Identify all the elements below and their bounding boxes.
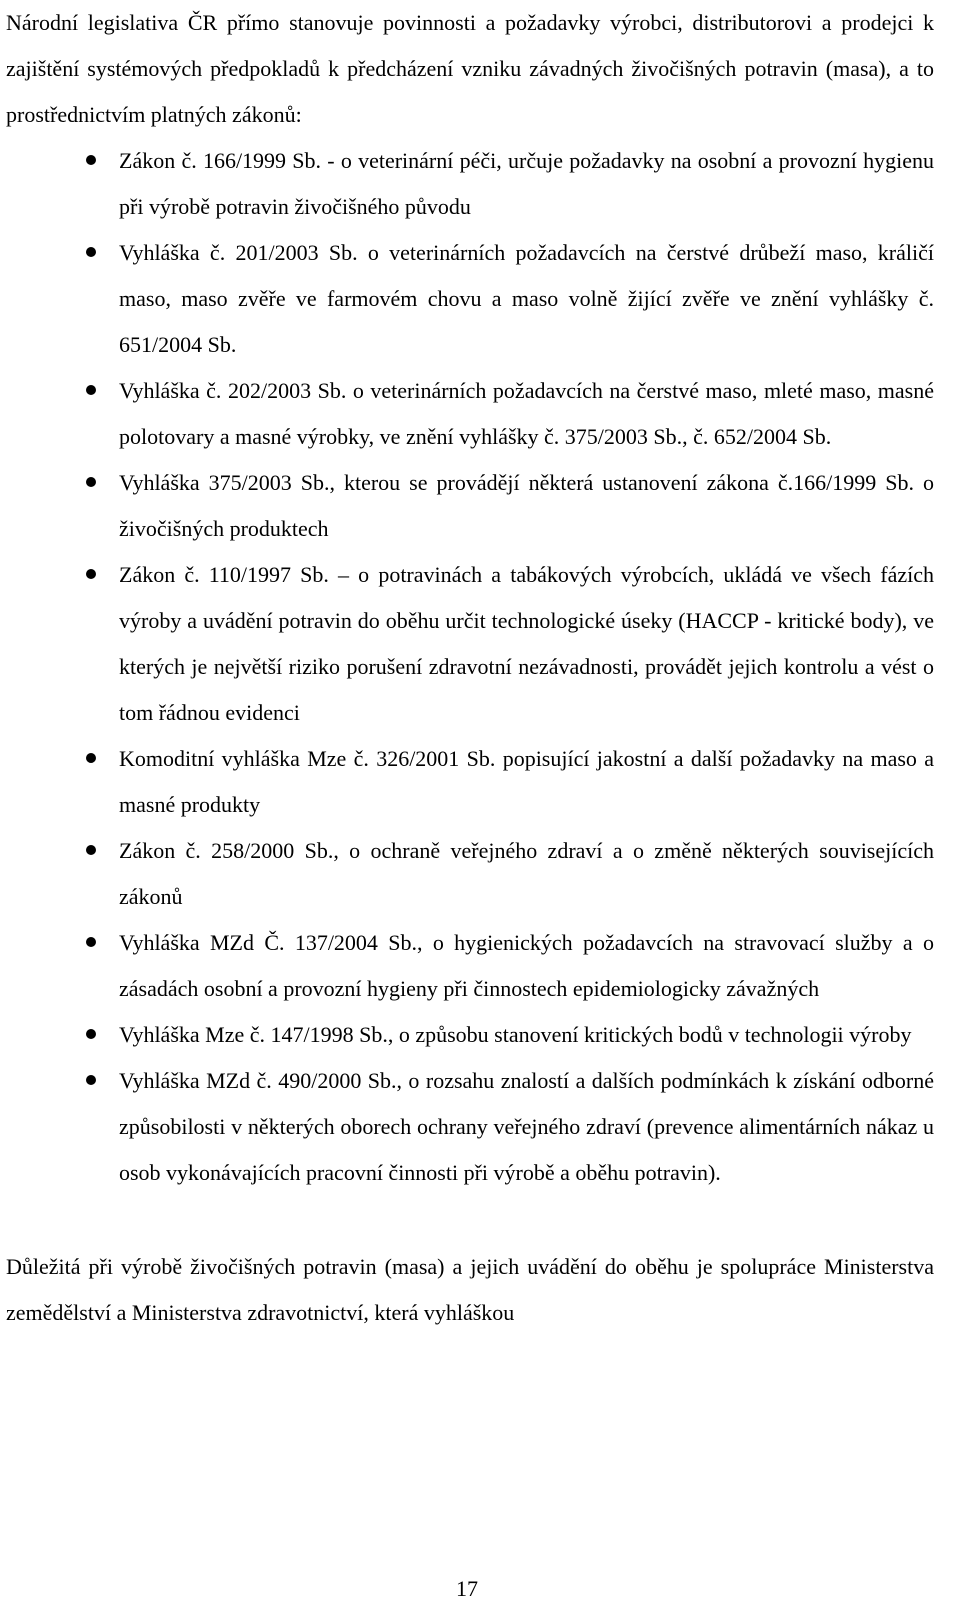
document-page	[6, 0, 934, 1336]
list-item-text: Vyhláška MZd Č. 137/2004 Sb., o hygienických požadavcích na stravovací služby a o zásadách osobní a provozní hygieny při činnostech epidemiologicky závažných	[119, 930, 934, 1001]
list-item-text: Zákon č. 258/2000 Sb., o ochraně veřejného zdraví a o změně některých souvisejících zákonů	[119, 838, 934, 909]
intro-paragraph: Národní legislativa ČR přímo stanovuje povinnosti a požadavky výrobci, distributorovi a prodejci k zajištění systémových předpokladů k předcházení vzniku závadných živočišných potravin (masa), a to prostřednictvím platných zákonů:	[6, 10, 934, 127]
list-item-text: Komoditní vyhláška Mze č. 326/2001 Sb. popisující jakostní a další požadavky na maso a masné produkty	[119, 746, 934, 817]
page-number: 17	[456, 1576, 478, 1601]
list-item	[6, 736, 934, 828]
closing-paragraph: Důležitá při výrobě živočišných potravin (masa) a jejich uvádění do oběhu je spolupráce Ministerstva zemědělství a Ministerstva zdravotnictví, která vyhláškou	[6, 1254, 934, 1325]
bullet-icon	[86, 155, 96, 165]
bullet-icon	[86, 753, 96, 763]
list-item	[6, 138, 934, 230]
list-item	[6, 920, 934, 1012]
list-item-text: Vyhláška Mze č. 147/1998 Sb., o způsobu stanovení kritických bodů v technologii výroby	[119, 1022, 912, 1047]
bullet-icon	[86, 247, 96, 257]
list-item	[6, 230, 934, 368]
list-item	[6, 828, 934, 920]
list-item	[6, 460, 934, 552]
list-item	[6, 1058, 934, 1196]
bullet-icon	[86, 477, 96, 487]
legislation-list	[6, 138, 934, 1196]
list-item	[6, 552, 934, 736]
bullet-icon	[86, 569, 96, 579]
bullet-icon	[86, 937, 96, 947]
list-item-text: Vyhláška č. 202/2003 Sb. o veterinárních požadavcích na čerstvé maso, mleté maso, masné polotovary a masné výrobky, ve znění vyhlášky č. 375/2003 Sb., č. 652/2004 Sb.	[119, 378, 934, 449]
bullet-icon	[86, 845, 96, 855]
bullet-icon	[86, 1075, 96, 1085]
list-item	[6, 1012, 934, 1058]
bullet-icon	[86, 1029, 96, 1039]
list-item-text: Zákon č. 166/1999 Sb. - o veterinární péči, určuje požadavky na osobní a provozní hygienu při výrobě potravin živočišného původu	[119, 148, 934, 219]
bullet-icon	[86, 385, 96, 395]
list-item	[6, 368, 934, 460]
list-item-text: Vyhláška č. 201/2003 Sb. o veterinárních požadavcích na čerstvé drůbeží maso, králičí maso, maso zvěře ve farmovém chovu a maso volně žijící zvěře ve znění vyhlášky č. 651/2004 Sb.	[119, 240, 934, 357]
list-item-text: Vyhláška MZd č. 490/2000 Sb., o rozsahu znalostí a dalších podmínkách k získání odborné způsobilosti v některých oborech ochrany veřejného zdraví (prevence alimentárních nákaz u osob vykonávajících pracovní činnosti při výrobě a oběhu potravin).	[119, 1068, 934, 1185]
list-item-text: Vyhláška 375/2003 Sb., kterou se provádějí některá ustanovení zákona č.166/1999 Sb. o živočišných produktech	[119, 470, 934, 541]
list-item-text: Zákon č. 110/1997 Sb. – o potravinách a tabákových výrobcích, ukládá ve všech fázích výroby a uvádění potravin do oběhu určit technologické úseky (HACCP - kritické body), ve kterých je největší riziko porušení zdravotní nezávadnosti, provádět jejich kontrolu a vést o tom řádnou evidenci	[119, 562, 934, 725]
